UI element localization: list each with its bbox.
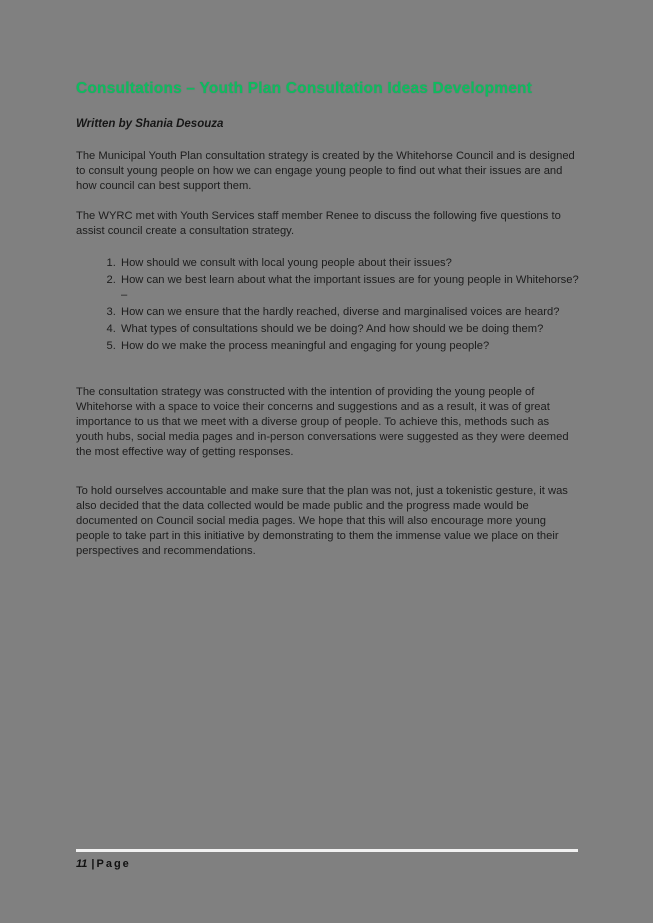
footer-separator: | bbox=[91, 858, 95, 870]
list-item: 3. How can we ensure that the hardly reached, diverse and marginalised voices are heard? bbox=[119, 305, 579, 320]
footer-divider bbox=[76, 849, 578, 852]
footer-page-indicator bbox=[76, 857, 578, 871]
spacer bbox=[76, 377, 579, 385]
list-item: 4. What types of consultations should we be doing? And how should we be doing them? bbox=[119, 322, 579, 337]
footer-page-label: Page bbox=[96, 858, 131, 870]
document-body bbox=[76, 80, 579, 574]
consultation-questions-list bbox=[76, 256, 579, 354]
paragraph-intro: The Municipal Youth Plan consultation strategy is created by the Whitehorse Council and is designed to consult young people on how we can engage young people to find out what their issues are and how council can best support them. bbox=[76, 150, 575, 192]
list-item: 2. How can we best learn about what the important issues are for young people in Whitehorse? – bbox=[119, 273, 579, 303]
page-footer bbox=[76, 849, 578, 871]
list-item: 1. How should we consult with local young people about their issues? bbox=[119, 256, 579, 271]
list-item: 5. How do we make the process meaningful and engaging for young people? bbox=[119, 339, 579, 354]
paragraph-strategy-construction: The consultation strategy was constructed with the intention of providing the young people of Whitehorse with a space to voice their concerns and suggestions and as a result, it was of great importance to us that we meet with a diverse group of people. To achieve this, methods such as youth hubs, social media pages and in-person conversations were suggested as they were deemed the most effective way of getting responses. bbox=[76, 386, 569, 458]
paragraph-accountability: To hold ourselves accountable and make sure that the plan was not, just a tokenistic gesture, it was also decided that the data collected would be made public and the progress made would be documented on Council social media pages. We hope that this will also encourage more young people to take part in this initiative by demonstrating to them the immense value we place on their perspectives and recommendations. bbox=[76, 485, 568, 557]
paragraph-wyrc-meeting: The WYRC met with Youth Services staff member Renee to discuss the following five questions to assist council create a consultation strategy. bbox=[76, 210, 561, 237]
page-number: 11 bbox=[76, 858, 88, 870]
page-title: Consultations – Youth Plan Consultation Ideas Development bbox=[76, 80, 533, 97]
byline: Written by Shania Desouza bbox=[76, 118, 224, 130]
